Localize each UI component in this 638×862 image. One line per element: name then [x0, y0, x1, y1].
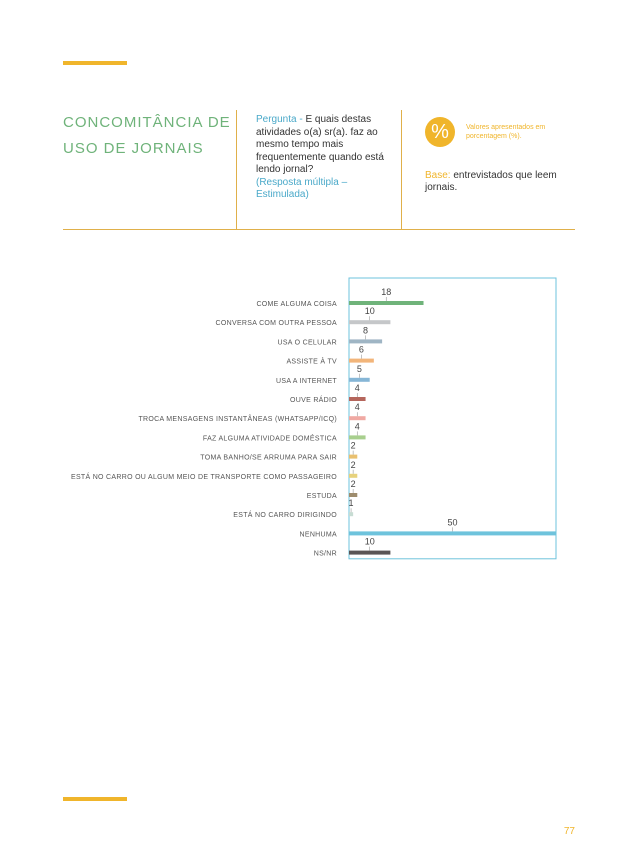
page-title: CONCOMITÂNCIA DE USO DE JORNAIS [63, 114, 231, 157]
bar-8 [349, 435, 366, 439]
category-label-14: NS/NR [313, 550, 337, 558]
bar-5 [349, 378, 370, 382]
header-divider-left [236, 110, 237, 230]
page-number: 77 [563, 826, 575, 837]
bar-12 [349, 512, 353, 516]
bar-6 [349, 397, 366, 401]
bar-7 [349, 416, 366, 420]
category-label-13: NENHUMA [299, 531, 337, 539]
base-text: entrevistados que leem jornais. [425, 170, 557, 193]
survey-question [256, 114, 391, 202]
bar-10 [349, 474, 357, 478]
value-label-4: 6 [358, 344, 364, 355]
value-label-11: 2 [350, 479, 356, 489]
question-label: Pergunta - [256, 114, 303, 125]
category-label-1: COME ALGUMA COISA [256, 301, 337, 308]
top-accent-bar [63, 61, 127, 65]
value-label-12: 1 [348, 498, 354, 509]
bar-2 [349, 320, 390, 324]
bar-9 [349, 455, 357, 459]
category-label-9: TOMA BANHO/SE ARRUMA PARA SAIR [200, 454, 337, 462]
category-label-11: ESTUDA [306, 493, 337, 500]
activities-bar-chart [0, 270, 638, 570]
bottom-accent-bar [63, 797, 127, 801]
header-rule [63, 229, 575, 230]
category-label-2: CONVERSA COM OUTRA PESSOA [215, 320, 337, 328]
percent-icon: % [425, 117, 455, 147]
value-label-1: 18 [381, 287, 392, 297]
base-note [425, 170, 565, 194]
question-text: E quais destas atividades o(a) sr(a). faz ao mesmo tempo mais frequentemente quando está lendo jornal? [256, 114, 384, 175]
value-label-6: 4 [354, 383, 360, 393]
value-label-9: 2 [350, 440, 356, 451]
header-divider-right [401, 110, 402, 230]
bar-1 [349, 301, 424, 305]
category-label-5: USA A INTERNET [276, 377, 337, 385]
bar-14 [349, 551, 390, 555]
value-label-13: 50 [447, 517, 458, 528]
value-label-7: 4 [354, 402, 360, 413]
value-label-2: 10 [364, 306, 375, 317]
value-label-10: 2 [350, 459, 356, 470]
bar-13 [349, 531, 556, 535]
value-label-3: 8 [363, 325, 369, 336]
value-label-14: 10 [364, 536, 375, 547]
category-label-6: OUVE RÁDIO [290, 397, 337, 404]
category-label-8: FAZ ALGUMA ATIVIDADE DOMÉSTICA [202, 435, 337, 443]
value-label-5: 5 [356, 363, 362, 374]
category-label-4: ASSISTE À TV [286, 358, 337, 366]
bar-4 [349, 359, 374, 363]
bar-3 [349, 339, 382, 343]
percent-note: Valores apresentados em porcentagem (%). [466, 124, 546, 140]
bar-11 [349, 493, 357, 497]
category-label-7: TROCA MENSAGENS INSTANTÂNEAS (WHATSAPP/ICQ) [138, 416, 337, 424]
question-note: (Resposta múltipla – Estimulada) [256, 176, 348, 200]
category-label-3: USA O CELULAR [277, 339, 337, 347]
category-label-10: ESTÁ NO CARRO OU ALGUM MEIO DE TRANSPORTE COMO PASSAGEIRO [70, 473, 337, 481]
category-label-12: ESTÁ NO CARRO DIRIGINDO [233, 512, 337, 520]
base-label: Base: [425, 170, 451, 181]
value-label-8: 4 [354, 421, 360, 432]
